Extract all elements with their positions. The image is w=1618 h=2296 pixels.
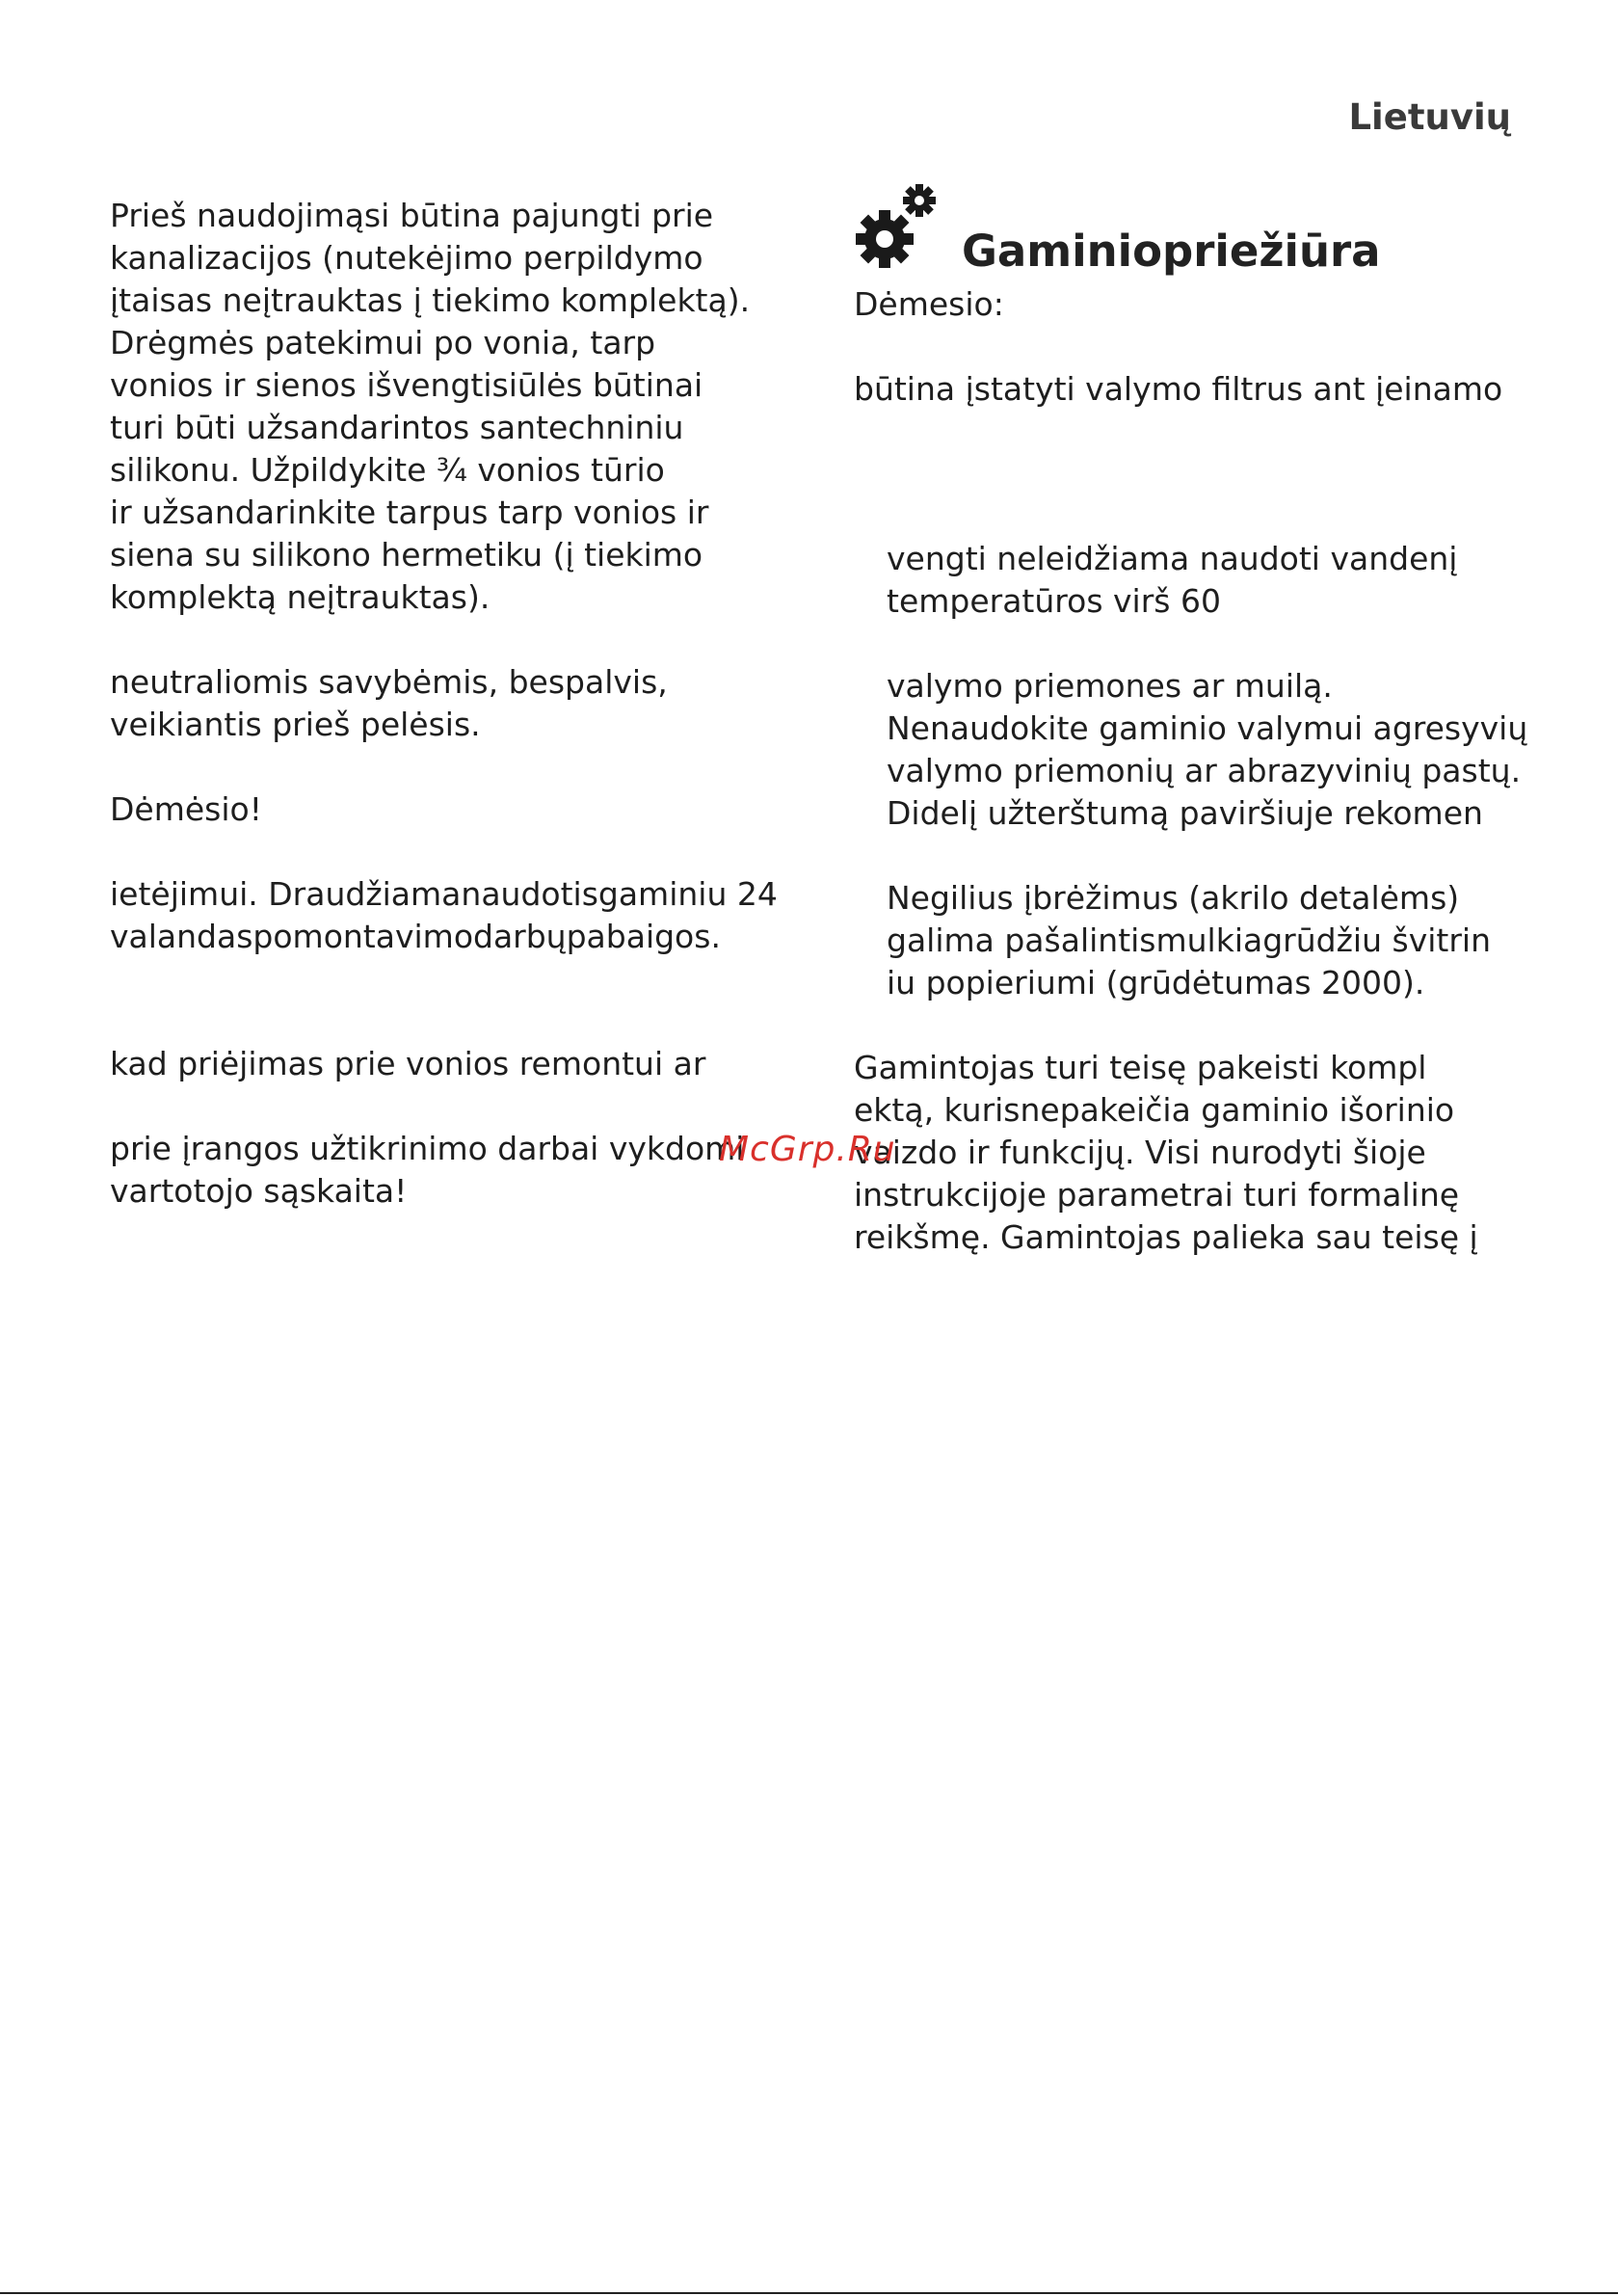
text-line: valymo priemonių ar abrazyvinių pastų. — [887, 752, 1522, 789]
text-line: įtaisas neįtrauktas į tiekimo komplektą). — [110, 281, 751, 319]
right-column — [854, 181, 1548, 1259]
left-column — [110, 195, 784, 1213]
text-line: iu popieriumi (grūdėtumas 2000). — [887, 964, 1425, 1001]
text-line: reikšmę. Gamintojas palieka sau teisę į — [854, 1218, 1478, 1256]
text-line: Dėmesio: — [854, 285, 1004, 323]
text-line: kad priėjimas prie vonios remontui ar — [110, 1045, 706, 1082]
gears-icon — [850, 181, 946, 278]
temperature-paragraph — [854, 538, 1548, 623]
text-line: Gamintojas turi teisę pakeisti kompl — [854, 1049, 1427, 1086]
text-line: Prieš naudojimąsi būtina pajungti prie — [110, 197, 714, 234]
text-line: kanalizacijos (nutekėjimo perpildymo — [110, 239, 703, 277]
cleaning-paragraph — [854, 665, 1548, 835]
text-line: valandaspomontavimodarbųpabaigos. — [110, 918, 721, 955]
text-line: ietėjimui. Draudžiamanaudotisgaminiu 24 — [110, 875, 778, 913]
text-line: Nenaudokite gaminio valymui agresyvių — [887, 709, 1528, 747]
text-line: valymo priemones ar muilą. — [887, 667, 1333, 705]
text-line: silikonu. Užpildykite ¾ vonios tūrio — [110, 451, 665, 489]
text-line: Didelį užterštumą paviršiuje rekomen — [887, 794, 1483, 832]
attention-paragraph — [854, 283, 1548, 326]
text-line: ektą, kurisnepakeičia gaminio išorinio — [854, 1091, 1455, 1129]
manufacturer-paragraph — [854, 1047, 1548, 1259]
language-label: Lietuvių — [1348, 96, 1511, 138]
text-line: vonios ir sienos išvengtisiūlės būtinai — [110, 366, 703, 404]
filter-paragraph — [854, 368, 1548, 411]
text-line: būtina įstatyti valymo filtrus ant įeinamo — [854, 370, 1503, 408]
cost-paragraph — [110, 1128, 784, 1213]
text-line: turi būti užsandarintos santechniniu — [110, 409, 684, 446]
scratches-paragraph — [854, 877, 1548, 1004]
warning-paragraph — [110, 788, 784, 831]
access-paragraph — [110, 1043, 784, 1085]
text-line: Negilius įbrėžimus (akrilo detalėms) — [887, 879, 1460, 917]
text-line: neutraliomis savybėmis, bespalvis, — [110, 663, 668, 701]
watermark: McGrp.Ru — [719, 1130, 896, 1169]
text-line: Dėmėsio! — [110, 790, 262, 828]
text-line: siena su silikono hermetiku (į tiekimo — [110, 536, 703, 574]
text-line: galima pašalintismulkiagrūdžiu švitrin — [887, 921, 1491, 959]
section-heading — [854, 181, 1548, 283]
text-line: komplektą neįtrauktas). — [110, 578, 491, 616]
text-line: Drėgmės patekimui po vonia, tarp — [110, 324, 656, 361]
text-line: prie įrangos užtikrinimo darbai vykdomi — [110, 1130, 745, 1167]
sealant-paragraph — [110, 661, 784, 746]
text-line: temperatūros virš 60 — [887, 582, 1221, 620]
text-line: vengti neleidžiama naudoti vandenį — [887, 540, 1458, 577]
text-line: vaizdo ir funkcijų. Visi nurodyti šioje — [854, 1134, 1426, 1171]
text-line: instrukcijoje parametrai turi formalinę — [854, 1176, 1460, 1214]
section-title: Gaminiopriežiūra — [962, 226, 1381, 277]
text-line: veikiantis prieš pelėsis. — [110, 706, 481, 743]
bottom-divider — [0, 2292, 1618, 2294]
installation-paragraph — [110, 195, 784, 619]
text-line: ir užsandarinkite tarpus tarp vonios ir — [110, 494, 709, 531]
text-line: vartotojo sąskaita! — [110, 1172, 408, 1210]
curing-paragraph — [110, 873, 784, 958]
